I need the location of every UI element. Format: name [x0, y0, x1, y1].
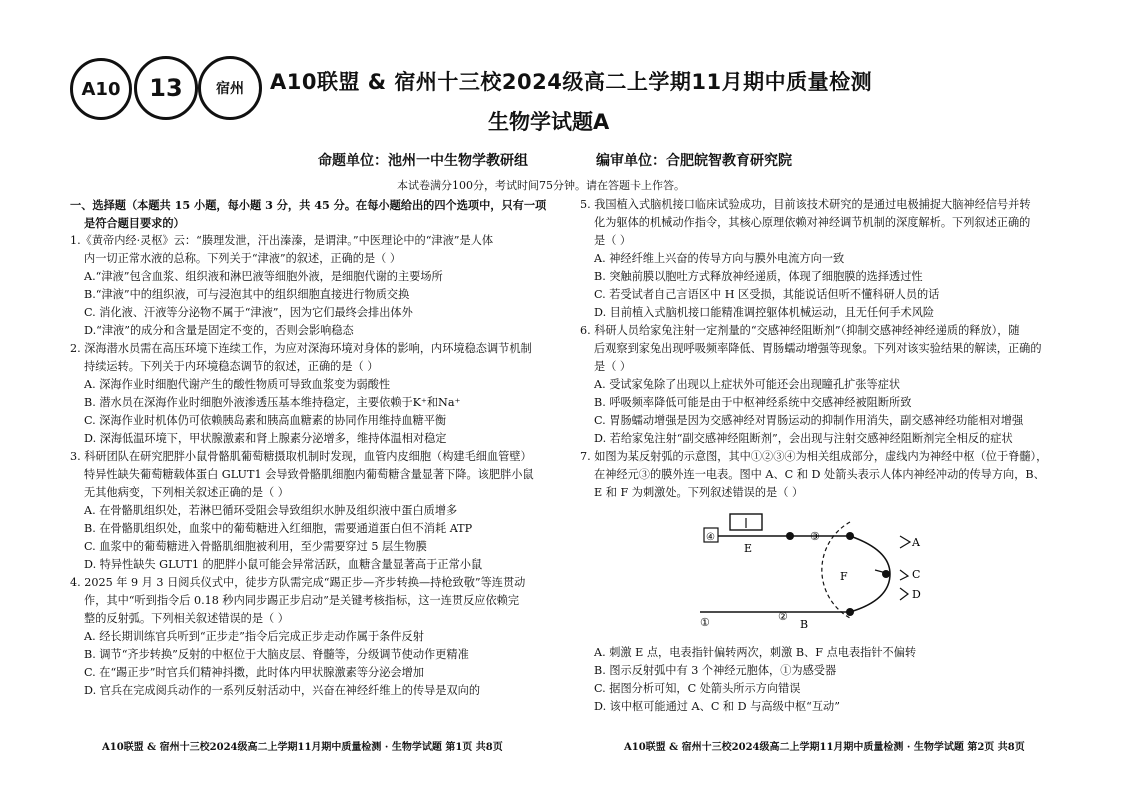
arrow-A — [900, 536, 910, 548]
question-4-option: D. 官兵在完成阅兵动作的一系列反射活动中，兴奋在神经纤维上的传导是双向的 — [84, 684, 481, 697]
question-7-option: B. 图示反射弧中有 3 个神经元胞体，①为感受器 — [594, 664, 837, 677]
label-n1: ① — [700, 616, 710, 629]
label-n3: ③ — [810, 530, 820, 543]
right-column — [580, 196, 1060, 502]
exam-subtitle: 生物学试题A — [488, 110, 610, 134]
question-7-option: A. 刺激 E 点，电表指针偏转两次，刺激 B、F 点电表指针不偏转 — [594, 646, 917, 659]
question-7-line: 在神经元③的膜外连一电表。图中 A、C 和 D 处箭头表示人体内神经冲动的传导方向，B、 — [594, 468, 1045, 481]
synapse-dot — [882, 570, 890, 578]
synapse-dot — [846, 532, 854, 540]
question-3-line: 无其他病变，下列相关叙述正确的是（ ） — [84, 486, 289, 499]
question-1-option: A.“津液”包含血浆、组织液和淋巴液等细胞外液，是细胞代谢的主要场所 — [84, 270, 443, 283]
question-6-option: B. 呼吸频率降低可能是由于中枢神经系统中交感神经被阻断所致 — [594, 396, 912, 409]
exam-note: 本试卷满分100分，考试时间75分钟。请在答题卡上作答。 — [397, 179, 685, 192]
label-F: F — [840, 570, 848, 583]
label-C: C — [912, 568, 921, 581]
question-2-line: 2. 深海潜水员需在高压环境下连续工作，为应对深海环境对身体的影响，内环境稳态调节机制 — [70, 342, 532, 355]
footer-left: A10联盟 & 宿州十三校2024级高二上学期11月期中质量检测 · 生物学试题 第1页 共8页 — [102, 742, 503, 753]
question-7-options — [594, 644, 1064, 716]
question-5-option: A. 神经纤维上兴奋的传导方向与膜外电流方向一致 — [594, 252, 845, 265]
alliance-logo: A10 — [70, 58, 132, 120]
section-heading-cont: 是符合题目要求的） — [84, 216, 185, 230]
question-1-option: B.“津液”中的组织液，可与浸泡其中的组织细胞直接进行物质交换 — [84, 288, 410, 301]
question-2-option: D. 深海低温环境下，甲状腺激素和肾上腺素分泌增多，维持体温相对稳定 — [84, 432, 447, 445]
question-6-line: 6. 科研人员给家兔注射一定剂量的“交感神经阻断剂”（抑制交感神经神经递质的释放），随 — [580, 324, 1020, 337]
suzhou-logo: 宿州 — [198, 56, 262, 120]
question-3-option: B. 在骨骼肌组织处，血浆中的葡萄糖进入红细胞，需要通道蛋白但不消耗 ATP — [84, 522, 473, 535]
left-column — [70, 196, 550, 700]
question-4-line: 作，其中“听到指令后 0.18 秒内同步踢正步启动”是关键考核指标，这一连贯反应依赖完 — [84, 594, 520, 607]
question-7-line: 7. 如图为某反射弧的示意图，其中①②③④为相关组成部分，虚线内为神经中枢（位于脊髓）， — [580, 450, 1048, 463]
label-n4: ④ — [706, 532, 715, 543]
question-6-line: 后观察到家兔出现呼吸频率降低、胃肠蠕动增强等现象。下列对该实验结果的解读，正确的 — [594, 342, 1042, 355]
question-3-line: 特异性缺失葡萄糖载体蛋白 GLUT1 会导致骨骼肌细胞内葡萄糖含量显著下降。该肥胖小鼠 — [84, 468, 534, 481]
question-7-line: E 和 F 为刺激处。下列叙述错误的是（ ） — [594, 486, 804, 499]
question-4-line: 整的反射弧。下列相关叙述错误的是（ ） — [84, 612, 289, 625]
label-A: A — [912, 536, 920, 549]
exam-title: A10联盟 & 宿州十三校2024级高二上学期11月期中质量检测 — [270, 70, 873, 94]
synapse-dot — [786, 532, 794, 540]
question-2-option: C. 深海作业时机体仍可依赖胰岛素和胰高血糖素的协同作用维持血糖平衡 — [84, 414, 447, 427]
question-5-option: D. 目前植入式脑机接口能精准调控躯体机械运动，且无任何手术风险 — [594, 306, 935, 319]
arrow-D — [900, 588, 908, 600]
question-5-line: 是（ ） — [594, 234, 632, 247]
school-13-logo: 13 — [134, 56, 198, 120]
footer-right: A10联盟 & 宿州十三校2024级高二上学期11月期中质量检测 · 生物学试题 第2页 共8页 — [624, 742, 1025, 753]
question-1-option: D.“津液”的成分和含量是固定不变的，否则会影响稳态 — [84, 324, 354, 337]
reflex-arc-diagram — [700, 510, 930, 630]
question-4-line: 4. 2025 年 9 月 3 日阅兵仪式中，徒步方队需完成“踢正步—齐步转换—持枪致敬”等连贯动 — [70, 576, 526, 589]
question-6-option: C. 胃肠蠕动增强是因为交感神经对胃肠运动的抑制作用消失，副交感神经功能相对增强 — [594, 414, 1024, 427]
question-7-option: C. 据图分析可知，C 处箭头所示方向错误 — [594, 682, 801, 695]
label-D: D — [912, 588, 921, 601]
question-5-line: 5. 我国植入式脑机接口临床试验成功，目前该技术研究的是通过电极捕捉大脑神经信号并转 — [580, 198, 1031, 211]
question-5-line: 化为躯体的机械动作指令，其核心原理依赖对神经调节机制的深度解析。下列叙述正确的 — [594, 216, 1031, 229]
question-1-line: 1.《黄帝内经·灵枢》云：“腠理发泄，汗出溱溱，是谓津。”中医理论中的“津液”是人体 — [70, 234, 494, 247]
review-unit: 编审单位：合肥皖智教育研究院 — [596, 153, 792, 169]
label-n2: ② — [778, 610, 788, 623]
question-2-line: 持续运转。下列关于内环境稳态调节的叙述，正确的是（ ） — [84, 360, 379, 373]
arrow-C — [900, 570, 908, 580]
question-2-option: B. 潜水员在深海作业时细胞外液渗透压基本维持稳定，主要依赖于K⁺和Na⁺ — [84, 396, 461, 409]
question-3-option: A. 在骨骼肌组织处，若淋巴循环受阻会导致组织水肿及组织液中蛋白质增多 — [84, 504, 458, 517]
question-4-option: B. 调节“齐步转换”反射的中枢位于大脑皮层、脊髓等，分级调节使动作更精准 — [84, 648, 469, 661]
question-6-option: D. 若给家兔注射“副交感神经阻断剂”，会出现与注射交感神经阻断剂完全相反的症状 — [594, 432, 1013, 445]
question-1-line: 内一切正常水液的总称。下列关于“津液”的叙述，正确的是（ ） — [84, 252, 402, 265]
question-5-option: C. 若受试者自己言语区中 H 区受损，其能说话但听不懂科研人员的话 — [594, 288, 940, 301]
question-7-option: D. 该中枢可能通过 A、C 和 D 与高级中枢“互动” — [594, 700, 840, 713]
question-5-option: B. 突触前膜以胞吐方式释放神经递质，体现了细胞膜的选择透过性 — [594, 270, 923, 283]
question-4-option: A. 经长期训练官兵听到“正步走”指令后完成正步走动作属于条件反射 — [84, 630, 424, 643]
label-E: E — [744, 542, 753, 555]
question-3-line: 3. 科研团队在研究肥胖小鼠骨骼肌葡萄糖摄取机制时发现，血管内皮细胞（构建毛细血管壁） — [70, 450, 532, 463]
question-1-option: C. 消化液、汗液等分泌物不属于“津液”，因为它们最终会排出体外 — [84, 306, 413, 319]
question-6-option: A. 受试家兔除了出现以上症状外可能还会出现瞳孔扩张等症状 — [594, 378, 901, 391]
synapse-dot — [846, 608, 854, 616]
question-3-option: D. 特异性缺失 GLUT1 的肥胖小鼠可能会异常活跃，血糖含量显著高于正常小鼠 — [84, 558, 483, 571]
question-2-option: A. 深海作业时细胞代谢产生的酸性物质可导致血浆变为弱酸性 — [84, 378, 391, 391]
label-B: B — [800, 618, 809, 630]
question-6-line: 是（ ） — [594, 360, 632, 373]
author-unit: 命题单位：池州一中生物学教研组 — [318, 153, 528, 169]
section-heading: 一、选择题（本题共 15 小题，每小题 3 分，共 45 分。在每小题给出的四个选项中，只有一项 — [70, 198, 547, 212]
question-4-option: C. 在“踢正步”时官兵们精神抖擞，此时体内甲状腺激素等分泌会增加 — [84, 666, 424, 679]
question-3-option: C. 血浆中的葡萄糖进入骨骼肌细胞被利用，至少需要穿过 5 层生物膜 — [84, 540, 427, 553]
